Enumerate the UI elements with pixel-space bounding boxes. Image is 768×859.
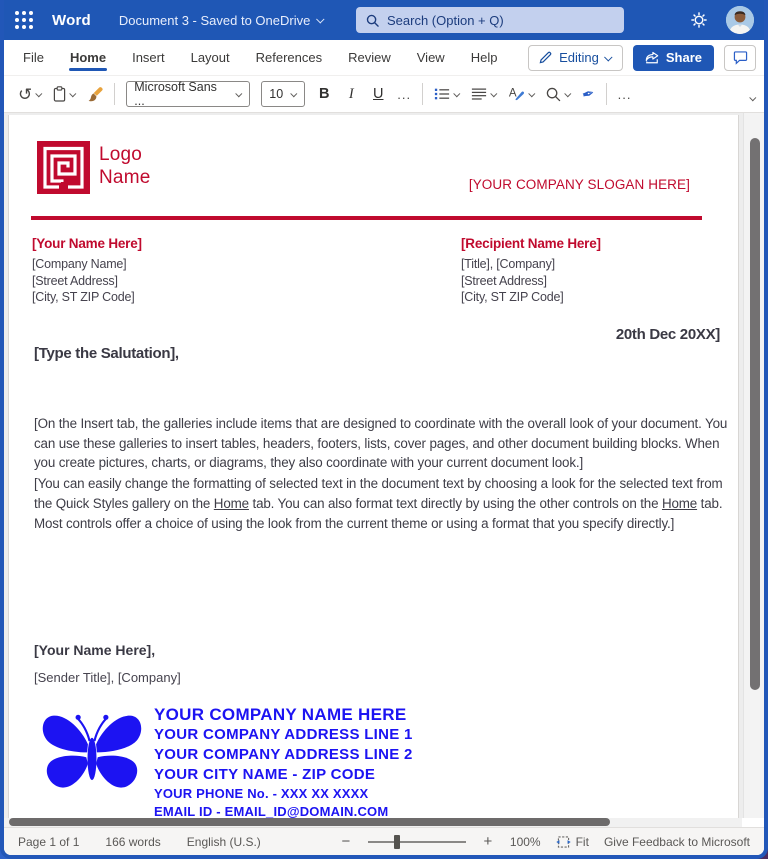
font-size-select[interactable] bbox=[261, 81, 305, 107]
tab-references[interactable]: References bbox=[255, 50, 323, 65]
editor-button[interactable] bbox=[582, 85, 595, 103]
home-tab-link[interactable]: Home bbox=[661, 495, 698, 511]
body-paragraph-2: [You can easily change the formatting of selected text in the document text by choosing a look for the selected text from the Quick Styles gallery on the Home tab. You can also format text directly by using the other controls on the Home tab. Most controls offer a choice of using the look from the current theme or using a format that you specify directly.] bbox=[34, 476, 723, 531]
toolbar-divider bbox=[114, 83, 115, 105]
document-title[interactable] bbox=[119, 13, 324, 28]
horizontal-scrollbar-thumb[interactable] bbox=[9, 818, 610, 826]
styles-button[interactable] bbox=[508, 86, 535, 102]
comments-button[interactable] bbox=[724, 45, 756, 71]
editing-mode-dropdown[interactable] bbox=[528, 45, 623, 71]
letter-body bbox=[34, 414, 740, 533]
red-divider-rule bbox=[31, 216, 702, 220]
feedback-link[interactable]: Give Feedback to Microsoft bbox=[603, 834, 750, 849]
document-page[interactable] bbox=[8, 115, 739, 818]
comment-icon bbox=[733, 51, 748, 65]
tab-file[interactable]: File bbox=[23, 50, 44, 65]
chevron-down-icon bbox=[70, 90, 77, 97]
chevron-down-icon bbox=[749, 94, 756, 101]
page-count[interactable]: Page 1 of 1 bbox=[18, 834, 80, 849]
settings-button[interactable] bbox=[688, 9, 710, 31]
closing-title: [Sender Title], [Company] bbox=[34, 670, 181, 685]
chevron-down-icon bbox=[604, 53, 612, 61]
chevron-down-icon bbox=[291, 90, 298, 97]
zoom-slider-track bbox=[368, 841, 466, 843]
recipient-city: [City, ST ZIP Code] bbox=[461, 290, 564, 304]
more-font-options-button[interactable]: ... bbox=[397, 86, 412, 102]
app-launcher-icon[interactable] bbox=[14, 10, 34, 30]
company-stamp-text bbox=[154, 704, 413, 818]
tab-review[interactable]: Review bbox=[348, 50, 391, 65]
vertical-scrollbar[interactable] bbox=[743, 113, 764, 818]
home-tab-link[interactable]: Home bbox=[213, 495, 249, 511]
fit-label: Fit bbox=[575, 834, 589, 849]
search-input[interactable] bbox=[356, 7, 624, 33]
fit-button[interactable] bbox=[556, 835, 589, 849]
search-placeholder: Search (Option + Q) bbox=[387, 12, 504, 28]
chevron-down-icon bbox=[36, 90, 43, 97]
butterfly-icon bbox=[39, 698, 145, 810]
more-commands-button[interactable]: ... bbox=[617, 86, 632, 102]
stamp-city: YOUR CITY NAME - ZIP CODE bbox=[154, 766, 376, 783]
menubar bbox=[4, 40, 764, 76]
toolbar-divider bbox=[422, 83, 423, 105]
zoom-out-button[interactable]: − bbox=[341, 833, 351, 850]
chevron-down-icon bbox=[528, 90, 535, 97]
toolbar-divider bbox=[606, 83, 607, 105]
tab-home[interactable]: Home bbox=[57, 40, 119, 75]
chevron-down-icon bbox=[236, 90, 243, 97]
word-count[interactable]: 166 words bbox=[105, 834, 161, 849]
tab-layout[interactable]: Layout bbox=[190, 50, 230, 65]
stamp-address-2: YOUR COMPANY ADDRESS LINE 2 bbox=[154, 746, 413, 763]
recipient-name: [Recipient Name Here] bbox=[461, 236, 601, 251]
sender-street: [Street Address] bbox=[32, 273, 118, 288]
letter-date: 20th Dec 20XX] bbox=[615, 326, 720, 343]
user-photo-icon bbox=[726, 6, 754, 34]
bullet-list-icon bbox=[434, 87, 450, 101]
clipboard-icon bbox=[53, 86, 66, 102]
zoom-level[interactable]: 100% bbox=[509, 834, 541, 849]
svg-text:A: A bbox=[509, 87, 517, 100]
vertical-scrollbar-thumb[interactable] bbox=[750, 138, 760, 690]
collapse-ribbon-button[interactable] bbox=[751, 88, 756, 106]
stamp-company-name: YOUR COMPANY NAME HERE bbox=[154, 705, 407, 724]
body-paragraph-1: [On the Insert tab, the galleries include items that are designed to coordinate with the overall look of your document. You can use these galleries to insert tables, headers, footers, lists, cover pages, and other document building blocks. When you create pictures, charts, or diagrams, they also coordinate with your current document look.] bbox=[34, 416, 728, 471]
tab-view[interactable]: View bbox=[416, 50, 445, 65]
tab-help[interactable]: Help bbox=[470, 50, 498, 65]
maze-logo-icon bbox=[37, 141, 90, 194]
fit-icon bbox=[556, 836, 571, 848]
underline-button[interactable]: U bbox=[373, 86, 384, 102]
undo-button[interactable] bbox=[18, 86, 42, 103]
sender-city: [City, ST ZIP Code] bbox=[32, 290, 135, 304]
document-title-label: Document 3 - Saved to OneDrive bbox=[118, 12, 311, 28]
share-label: Share bbox=[665, 50, 702, 65]
zoom-in-button[interactable]: + bbox=[483, 833, 493, 850]
ribbon-toolbar bbox=[4, 76, 764, 113]
company-logo[interactable] bbox=[37, 141, 90, 194]
chevron-down-icon bbox=[490, 90, 497, 97]
chevron-down-icon bbox=[316, 15, 324, 23]
search-icon bbox=[366, 14, 379, 27]
horizontal-scrollbar[interactable] bbox=[4, 818, 742, 827]
format-painter-icon bbox=[87, 86, 103, 102]
paste-button[interactable] bbox=[53, 86, 76, 102]
font-name-value: Microsoft Sans ... bbox=[134, 80, 217, 108]
bullet-list-button[interactable] bbox=[434, 87, 460, 101]
stamp-phone: YOUR PHONE No. - XXX XX XXXX bbox=[154, 786, 369, 801]
chevron-down-icon bbox=[453, 90, 460, 97]
app-name: Word bbox=[52, 11, 91, 29]
sender-company: [Company Name] bbox=[32, 257, 127, 271]
font-size-value: 10 bbox=[269, 87, 284, 101]
sender-name: [Your Name Here] bbox=[32, 236, 142, 251]
pencil-icon bbox=[539, 51, 552, 64]
bold-button[interactable]: B bbox=[319, 86, 330, 102]
stamp-email: EMAIL ID - EMAIL_ID@DOMAIN.COM bbox=[154, 804, 389, 818]
butterfly-stamp-image[interactable] bbox=[39, 698, 145, 810]
language-selector[interactable]: English (U.S.) bbox=[186, 834, 261, 849]
recipient-street: [Street Address] bbox=[461, 273, 547, 288]
avatar[interactable] bbox=[726, 6, 754, 34]
statusbar bbox=[4, 827, 764, 855]
zoom-slider[interactable] bbox=[368, 835, 466, 849]
recipient-address-block bbox=[461, 236, 601, 306]
italic-button[interactable]: I bbox=[348, 85, 354, 102]
logo-name-text: Logo Name bbox=[99, 144, 151, 188]
closing-name: [Your Name Here], bbox=[34, 642, 156, 658]
align-justify-icon bbox=[471, 87, 487, 101]
stamp-address-1: YOUR COMPANY ADDRESS LINE 1 bbox=[154, 726, 413, 743]
tab-insert[interactable]: Insert bbox=[132, 50, 165, 65]
chevron-down-icon bbox=[564, 90, 571, 97]
gear-icon bbox=[690, 11, 708, 29]
share-button[interactable] bbox=[633, 45, 714, 71]
titlebar bbox=[4, 0, 764, 40]
undo-icon: ↺ bbox=[18, 84, 33, 104]
sender-address-block bbox=[32, 236, 142, 306]
share-icon bbox=[645, 51, 659, 64]
editing-label: Editing bbox=[559, 50, 599, 65]
document-viewport bbox=[4, 113, 764, 818]
find-button[interactable] bbox=[546, 87, 571, 102]
align-button[interactable] bbox=[471, 87, 497, 101]
style-brush-icon bbox=[508, 86, 525, 102]
find-icon bbox=[546, 87, 561, 102]
editor-pen-icon: ✒ bbox=[580, 84, 597, 105]
format-painter-button[interactable] bbox=[87, 86, 103, 102]
font-name-select[interactable] bbox=[126, 81, 250, 107]
recipient-title: [Title], [Company] bbox=[461, 257, 555, 271]
salutation: [Type the Salutation], bbox=[34, 345, 179, 362]
zoom-slider-thumb[interactable] bbox=[394, 835, 400, 849]
company-slogan: [YOUR COMPANY SLOGAN HERE] bbox=[468, 177, 690, 192]
